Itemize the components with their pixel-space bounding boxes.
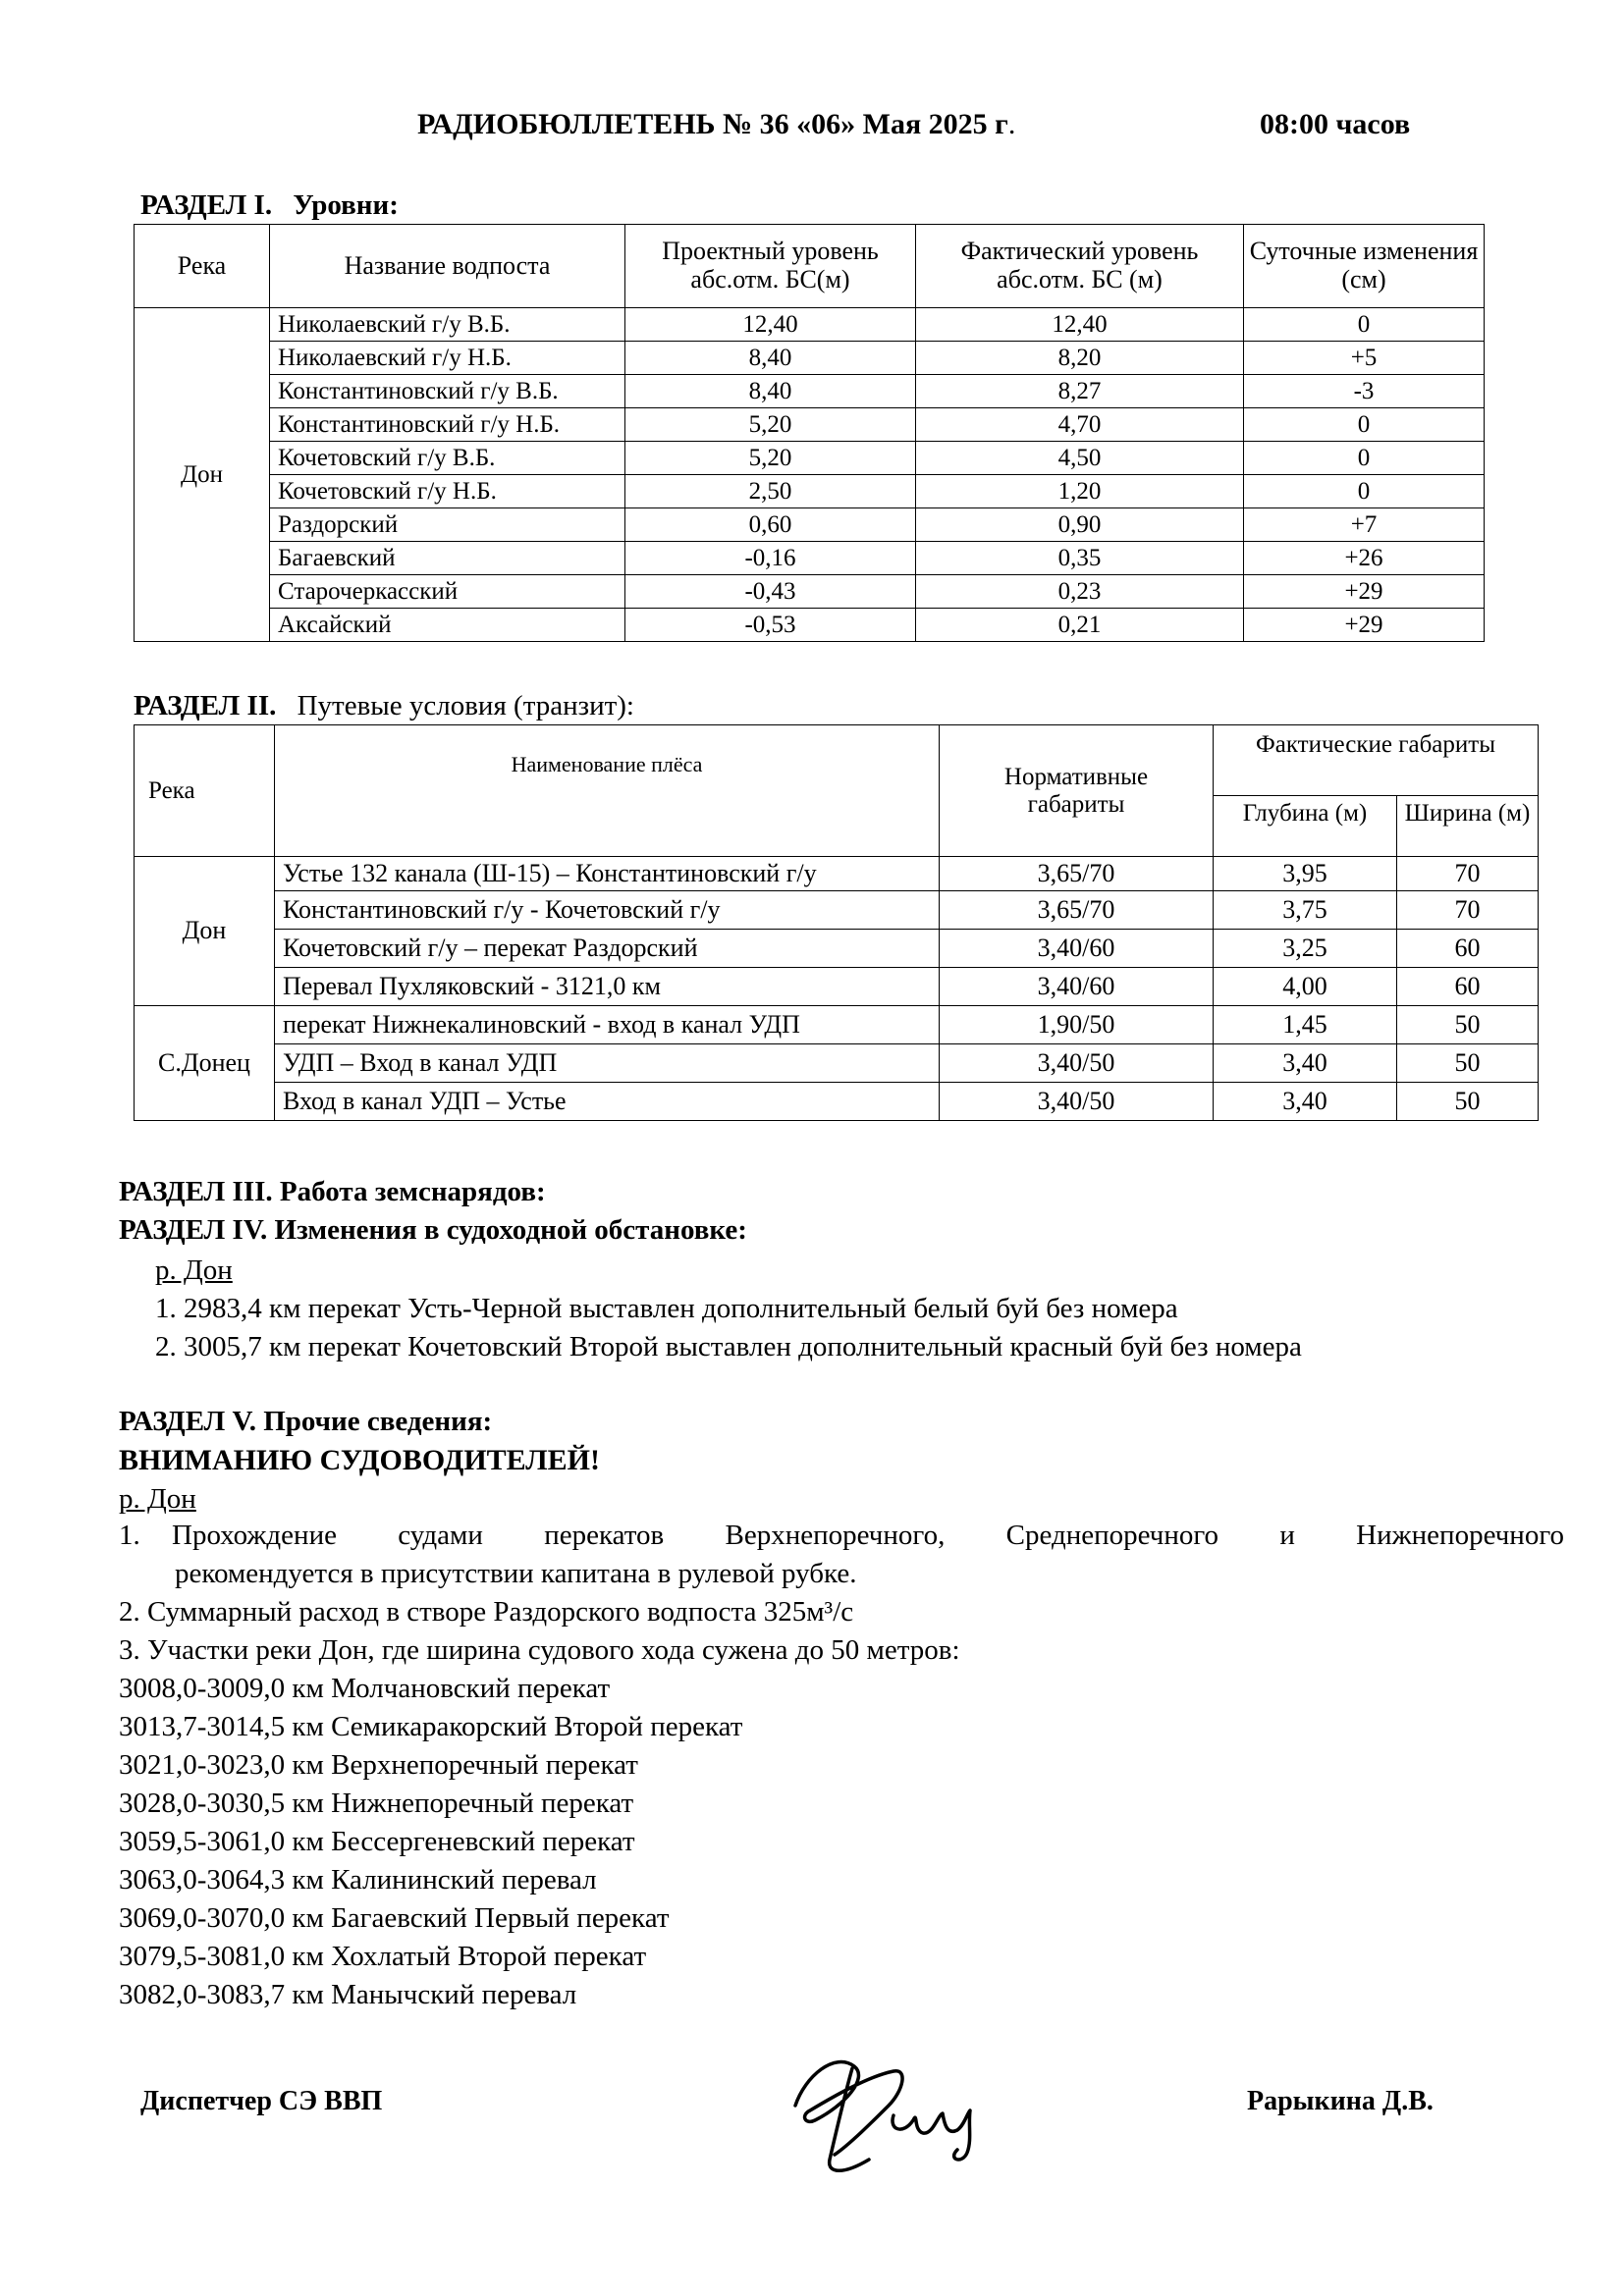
col-header-norm: Нормативные габариты [940,725,1214,857]
col-header-river: Река [135,725,275,857]
depth-cell: 3,40 [1214,1083,1397,1121]
project-level-cell: 5,20 [625,442,916,475]
daily-change-cell: 0 [1244,442,1485,475]
transit-header-row-1 [135,725,1539,796]
levels-row [135,442,1485,475]
daily-change-cell: 0 [1244,308,1485,342]
station-name-cell: Багаевский [270,542,625,575]
section4-river: р. Дон [155,1255,233,1286]
river-cell: С.Донец [135,1006,275,1121]
fact-level-cell: 1,20 [916,475,1244,508]
station-name-cell: Старочеркасский [270,575,625,609]
width-cell: 70 [1397,857,1539,891]
width-cell: 50 [1397,1083,1539,1121]
norm-cell: 3,40/50 [940,1083,1214,1121]
reach-name-cell: Кочетовский г/у – перекат Раздорский [275,930,940,968]
section3-heading: РАЗДЕЛ III. Работа земснарядов: [119,1176,546,1207]
reach-name-cell: перекат Нижнекалиновский - вход в канал УДП [275,1006,940,1044]
station-name-cell: Николаевский г/у Н.Б. [270,342,625,375]
levels-body [135,308,1485,642]
section5-heading: РАЗДЕЛ V. Прочие сведения: [119,1406,493,1437]
fact-level-cell: 12,40 [916,308,1244,342]
transit-row [135,891,1539,930]
reach-name-cell: Константиновский г/у - Кочетовский г/у [275,891,940,930]
project-level-cell: 5,20 [625,408,916,442]
narrow-section-item: 3082,0-3083,7 км Манычский перевал [119,1979,577,2010]
daily-change-cell: +5 [1244,342,1485,375]
project-level-cell: 8,40 [625,375,916,408]
width-cell: 50 [1397,1044,1539,1083]
project-level-cell: 12,40 [625,308,916,342]
project-level-cell: 8,40 [625,342,916,375]
width-cell: 60 [1397,968,1539,1006]
bulletin-time: 08:00 часов [1260,108,1411,140]
dispatcher-position: Диспетчер СЭ ВВП [140,2086,383,2116]
river-cell: Дон [135,308,270,642]
depth-cell: 1,45 [1214,1006,1397,1044]
width-cell: 60 [1397,930,1539,968]
levels-row [135,375,1485,408]
station-name-cell: Раздорский [270,508,625,542]
section5-item-1-num: 1. [119,1520,140,1551]
project-level-cell: -0,43 [625,575,916,609]
daily-change-cell: 0 [1244,475,1485,508]
project-level-cell: -0,16 [625,542,916,575]
transit-row [135,1006,1539,1044]
col-header-width: Ширина (м) [1397,796,1539,857]
station-name-cell: Константиновский г/у Н.Б. [270,408,625,442]
station-name-cell: Аксайский [270,609,625,642]
project-level-cell: 0,60 [625,508,916,542]
norm-cell: 3,40/60 [940,968,1214,1006]
section1-heading-num: РАЗДЕЛ I. [140,189,273,221]
fact-level-cell: 0,21 [916,609,1244,642]
depth-cell: 3,40 [1214,1044,1397,1083]
narrow-section-item: 3021,0-3023,0 км Верхнепоречный перекат [119,1749,638,1781]
section5-item-3: 3. Участки реки Дон, где ширина судового хода сужена до 50 метров: [119,1634,960,1666]
daily-change-cell: -3 [1244,375,1485,408]
levels-row [135,408,1485,442]
levels-row [135,508,1485,542]
depth-cell: 3,95 [1214,857,1397,891]
levels-row [135,475,1485,508]
section5-item-1-line-1: Прохождение судами перекатов Верхнепоречного, Среднепоречного и Нижнепоречного [172,1520,1564,1551]
fact-level-cell: 4,50 [916,442,1244,475]
col-header-project-level: Проектный уровень абс.отм. БС(м) [625,225,916,308]
section1-heading-text: Уровни: [293,189,399,221]
river-cell: Дон [135,857,275,1006]
depth-cell: 3,25 [1214,930,1397,968]
transit-row [135,1083,1539,1121]
levels-header-row [135,225,1485,308]
levels-row [135,575,1485,609]
station-name-cell: Константиновский г/у В.Б. [270,375,625,408]
levels-table [134,224,1485,642]
transit-row [135,1044,1539,1083]
depth-cell: 4,00 [1214,968,1397,1006]
transit-table [134,724,1539,1121]
width-cell: 50 [1397,1006,1539,1044]
section5-item-2: 2. Суммарный расход в створе Раздорского водпоста 325м³/с [119,1596,854,1628]
section4-heading: РАЗДЕЛ IV. Изменения в судоходной обстановке: [119,1214,747,1246]
col-header-daily-change: Суточные изменения (см) [1244,225,1485,308]
dispatcher-name: Рарыкина Д.В. [1247,2086,1434,2116]
fact-level-cell: 0,35 [916,542,1244,575]
levels-row [135,308,1485,342]
section1-heading [140,189,399,222]
daily-change-cell: +29 [1244,575,1485,609]
reach-name-cell: Перевал Пухляковский - 3121,0 км [275,968,940,1006]
station-name-cell: Кочетовский г/у В.Б. [270,442,625,475]
narrow-section-item: 3063,0-3064,3 км Калининский перевал [119,1864,597,1896]
narrow-section-item: 3008,0-3009,0 км Молчановский перекат [119,1673,611,1704]
norm-cell: 3,65/70 [940,857,1214,891]
norm-cell: 3,40/60 [940,930,1214,968]
narrow-section-item: 3079,5-3081,0 км Хохлатый Второй перекат [119,1941,647,1972]
norm-cell: 1,90/50 [940,1006,1214,1044]
daily-change-cell: +26 [1244,542,1485,575]
bulletin-title-tail: . [1007,108,1016,140]
transit-row [135,857,1539,891]
narrow-section-item: 3059,5-3061,0 км Бессергеневский перекат [119,1826,635,1857]
reach-name-cell: УДП – Вход в канал УДП [275,1044,940,1083]
col-header-river: Река [135,225,270,308]
section5-river: р. Дон [119,1483,196,1515]
daily-change-cell: +29 [1244,609,1485,642]
section5-item-1-line-2: рекомендуется в присутствии капитана в рулевой рубке. [175,1558,857,1589]
reach-name-cell: Устье 132 канала (Ш-15) – Константиновский г/у [275,857,940,891]
fact-level-cell: 8,20 [916,342,1244,375]
bulletin-title-text: РАДИОБЮЛЛЕТЕНЬ № 36 «06» Мая 2025 г [417,108,1008,140]
section4-item-1: 1. 2983,4 км перекат Усть-Черной выставлен дополнительный белый буй без номера [155,1293,1178,1324]
station-name-cell: Кочетовский г/у Н.Б. [270,475,625,508]
norm-cell: 3,40/50 [940,1044,1214,1083]
fact-level-cell: 0,23 [916,575,1244,609]
width-cell: 70 [1397,891,1539,930]
project-level-cell: -0,53 [625,609,916,642]
narrow-section-item: 3013,7-3014,5 км Семикаракорский Второй перекат [119,1711,743,1742]
daily-change-cell: +7 [1244,508,1485,542]
narrow-section-item: 3069,0-3070,0 км Багаевский Первый перекат [119,1902,670,1934]
reach-name-cell: Вход в канал УДП – Устье [275,1083,940,1121]
signature-image [776,2037,1031,2184]
section2-heading-num: РАЗДЕЛ II. [134,690,277,721]
fact-level-cell: 8,27 [916,375,1244,408]
project-level-cell: 2,50 [625,475,916,508]
section2-heading [134,690,634,722]
transit-body [135,857,1539,1121]
daily-change-cell: 0 [1244,408,1485,442]
fact-level-cell: 4,70 [916,408,1244,442]
levels-row [135,609,1485,642]
bulletin-title [417,108,1015,141]
station-name-cell: Николаевский г/у В.Б. [270,308,625,342]
transit-row [135,930,1539,968]
levels-row [135,342,1485,375]
col-header-fact-level: Фактический уровень абс.отм. БС (м) [916,225,1244,308]
col-header-fact: Фактические габариты [1214,725,1539,796]
depth-cell: 3,75 [1214,891,1397,930]
transit-row [135,968,1539,1006]
section2-heading-text: Путевые условия (транзит): [297,690,634,721]
section4-item-2: 2. 3005,7 км перекат Кочетовский Второй выставлен дополнительный красный буй без номера [155,1331,1302,1362]
col-header-station: Название водпоста [270,225,625,308]
col-header-depth: Глубина (м) [1214,796,1397,857]
norm-cell: 3,65/70 [940,891,1214,930]
levels-row [135,542,1485,575]
fact-level-cell: 0,90 [916,508,1244,542]
col-header-reach: Наименование плёса [275,725,940,857]
narrow-section-item: 3028,0-3030,5 км Нижнепоречный перекат [119,1788,634,1819]
attention-heading: ВНИМАНИЮ СУДОВОДИТЕЛЕЙ! [119,1444,600,1476]
